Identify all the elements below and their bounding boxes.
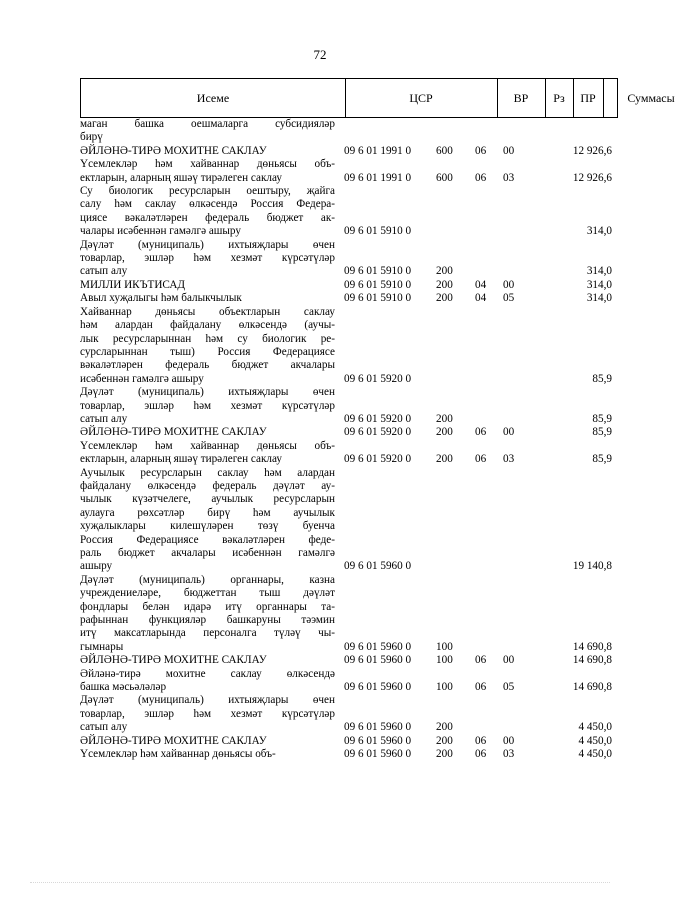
- row-name-line: ашыру: [80, 560, 113, 573]
- row-sum: 14 690,8: [572, 681, 612, 694]
- table-row: [80, 467, 620, 574]
- row-name-line: һәм алардан файдалану өлкәсендә (аучы-: [80, 319, 335, 332]
- row-name: [80, 467, 335, 574]
- row-csr: 09 6 01 5960 0: [344, 681, 412, 694]
- table-row: [80, 185, 620, 239]
- table-row: [80, 654, 620, 667]
- row-name-line: Әйләнә-тирә мохитне саклау өлкәсендә: [80, 667, 335, 680]
- row-pr: 00: [503, 144, 515, 157]
- page-number: 72: [313, 47, 327, 62]
- row-csr: 09 6 01 5920 0: [344, 426, 412, 439]
- row-name-line: Дәүләт (муниципаль) ихтыяҗлары өчен: [80, 238, 335, 251]
- row-name-line: Авыл хуҗалыгы һәм балыкчылык: [80, 292, 242, 305]
- row-sum: 85,9: [592, 426, 612, 439]
- row-name-line: исәбеннән гамәлгә ашыру: [80, 372, 204, 385]
- row-csr: 09 6 01 1991 0: [344, 171, 412, 184]
- table-row: [80, 145, 620, 158]
- table-row: [80, 694, 620, 734]
- row-name-line: лык ресурсларыннан һәм су биологик ре-: [80, 332, 335, 345]
- page-edge-artifact: [30, 882, 610, 885]
- row-rz: 04: [475, 292, 487, 305]
- row-pr: 00: [503, 654, 515, 667]
- row-csr: 09 6 01 5910 0: [344, 278, 412, 291]
- row-csr: 09 6 01 5960 0: [344, 654, 412, 667]
- row-name-line: Су биологик ресурсларын оештыру, җайга: [80, 185, 335, 198]
- row-name-line: ӘЙЛӘНӘ-ТИРӘ МОХИТНЕ САКЛАУ: [80, 144, 267, 157]
- row-pr: 03: [503, 748, 515, 761]
- row-name-line: циясе вәкаләтләрен федераль бюджет ак-: [80, 211, 335, 224]
- row-rz: 06: [475, 654, 487, 667]
- header-rz: Рз: [553, 91, 565, 105]
- header-name: Исеме: [196, 91, 230, 105]
- row-pr: 00: [503, 734, 515, 747]
- row-vr: 200: [436, 292, 453, 305]
- header-pr: ПР: [580, 91, 596, 105]
- table-row: [80, 118, 620, 145]
- row-name-line: Үсемлекләр һәм хайваннар дөньясы объ-: [80, 748, 276, 761]
- row-sum: 314,0: [586, 292, 612, 305]
- row-name-line: Дәүләт (муниципаль) органнары, казна: [80, 573, 335, 586]
- row-sum: 4 450,0: [578, 748, 612, 761]
- row-sum: 85,9: [592, 372, 612, 385]
- row-sum: 314,0: [586, 278, 612, 291]
- row-name-line: файдалану өлкәсендә федераль дәүләт ау-: [80, 479, 335, 492]
- row-name-line: ектларын, аларның яшәү тирәлеген саклау: [80, 171, 282, 184]
- table-row: [80, 306, 620, 386]
- table-row: [80, 158, 620, 185]
- row-name-line: МИЛЛИ ИКЪТИСАД: [80, 278, 186, 291]
- row-csr: 09 6 01 5910 0: [344, 225, 412, 238]
- row-name-line: ектларын, аларның яшәү тирәлеген саклау: [80, 453, 282, 466]
- row-name-line: маган башка оешмаларга субсидияләр: [80, 118, 335, 130]
- row-pr: 00: [503, 426, 515, 439]
- row-csr: 09 6 01 5920 0: [344, 412, 412, 425]
- row-vr: 200: [436, 265, 453, 278]
- row-name-line: фондлары белән идарә итү органнары та-: [80, 600, 335, 613]
- row-sum: 4 450,0: [578, 734, 612, 747]
- table-row: [80, 748, 620, 761]
- table-row: [80, 574, 620, 654]
- row-name-line: ӘЙЛӘНӘ-ТИРӘ МОХИТНЕ САКЛАУ: [80, 426, 267, 439]
- row-name-line: итү максатларында персоналга түләү чы-: [80, 627, 335, 640]
- row-name-line: гымнары: [80, 640, 124, 653]
- row-rz: 06: [475, 171, 487, 184]
- row-pr: 00: [503, 278, 515, 291]
- row-csr: 09 6 01 5960 0: [344, 721, 412, 734]
- row-name-line: Үсемлекләр һәм хайваннар дөньясы объ-: [80, 158, 335, 171]
- row-sum: 85,9: [592, 412, 612, 425]
- row-vr: 200: [436, 278, 453, 291]
- row-name-line: учреждениеләре, бюджеттан тыш дәүләт: [80, 587, 335, 600]
- table-row: [80, 386, 620, 426]
- row-vr: 200: [436, 426, 453, 439]
- row-sum: 14 690,8: [572, 640, 612, 653]
- row-name-line: хуҗалыклары килешүләрен төзү буенча: [80, 520, 335, 533]
- row-rz: 06: [475, 144, 487, 157]
- row-csr: 09 6 01 5920 0: [344, 453, 412, 466]
- row-csr: 09 6 01 5960 0: [344, 560, 412, 573]
- table-row: [80, 735, 620, 748]
- table-body: [80, 118, 620, 762]
- row-rz: 06: [475, 681, 487, 694]
- header-csr: ЦСР: [409, 91, 433, 105]
- row-vr: 600: [436, 144, 453, 157]
- row-name-line: аулауга рөхсәтләр бирү һәм аучылык: [80, 506, 335, 519]
- row-name-line: товарлар, эшләр һәм хезмәт күрсәтүләр: [80, 707, 335, 720]
- row-vr: 200: [436, 721, 453, 734]
- row-name-line: раль бюджет акчалары исәбеннән гамәлгә: [80, 547, 335, 559]
- header-vr: ВР: [513, 91, 529, 105]
- table-header: [80, 78, 675, 118]
- row-vr: 100: [436, 681, 453, 694]
- row-name-line: ӘЙЛӘНӘ-ТИРӘ МОХИТНЕ САКЛАУ: [80, 734, 267, 747]
- row-name-line: сатып алу: [80, 265, 128, 278]
- row-csr: 09 6 01 1991 0: [344, 144, 412, 157]
- row-csr: 09 6 01 5960 0: [344, 640, 412, 653]
- row-sum: 85,9: [592, 453, 612, 466]
- row-name-line: Россия Федерациясе вәкаләтләрен феде-: [80, 533, 335, 546]
- row-name-line: чылык күзәтчелеге, аучылык ресурсларын: [80, 493, 335, 506]
- table-row: [80, 279, 620, 292]
- row-name-line: сатып алу: [80, 412, 128, 425]
- row-pr: 03: [503, 453, 515, 466]
- row-vr: 100: [436, 640, 453, 653]
- row-name-line: ӘЙЛӘНӘ-ТИРӘ МОХИТНЕ САКЛАУ: [80, 654, 267, 667]
- row-name-line: сурсларыннан тыш) Россия Федерациясе: [80, 345, 335, 358]
- table-row: [80, 440, 620, 467]
- row-name-line: Аучылык ресурсларын саклау һәм алардан: [80, 466, 335, 479]
- row-name-line: Хайваннар дөньясы объектларын саклау: [80, 305, 335, 318]
- row-name-line: бирү: [80, 131, 103, 144]
- row-rz: 06: [475, 748, 487, 761]
- row-name-line: вәкаләтләрен федераль бюджет акчалары: [80, 359, 335, 372]
- table-row: [80, 239, 620, 279]
- row-vr: 200: [436, 748, 453, 761]
- row-pr: 05: [503, 292, 515, 305]
- row-csr: 09 6 01 5960 0: [344, 734, 412, 747]
- row-vr: 200: [436, 734, 453, 747]
- row-sum: 4 450,0: [578, 721, 612, 734]
- row-sum: 19 140,8: [572, 560, 612, 573]
- row-name-line: Үсемлекләр һәм хайваннар дөньясы объ-: [80, 439, 335, 452]
- row-sum: 12 926,6: [572, 171, 612, 184]
- row-csr: 09 6 01 5910 0: [344, 265, 412, 278]
- table-row: [80, 292, 620, 305]
- row-name-line: сатып алу: [80, 721, 128, 734]
- row-name-line: салу һәм саклау өлкәсендә Россия Федера-: [80, 198, 335, 211]
- row-name-line: чалары исәбеннән гамәлгә ашыру: [80, 225, 241, 238]
- row-sum: 12 926,6: [572, 144, 612, 157]
- row-csr: 09 6 01 5920 0: [344, 372, 412, 385]
- row-name-line: товарлар, эшләр һәм хезмәт күрсәтүләр: [80, 399, 335, 412]
- row-pr: 05: [503, 681, 515, 694]
- table-row: [80, 668, 620, 695]
- row-pr: 03: [503, 171, 515, 184]
- row-csr: 09 6 01 5960 0: [344, 748, 412, 761]
- table-row: [80, 426, 620, 439]
- row-name-line: башка мәсьәләләр: [80, 681, 167, 694]
- row-vr: 200: [436, 453, 453, 466]
- row-vr: 200: [436, 412, 453, 425]
- row-sum: 14 690,8: [572, 654, 612, 667]
- row-name-line: Дәүләт (муниципаль) ихтыяҗлары өчен: [80, 386, 335, 399]
- row-vr: 600: [436, 171, 453, 184]
- header-sum: Суммасы: [627, 91, 675, 105]
- row-rz: 06: [475, 453, 487, 466]
- row-name-line: товарлар, эшләр һәм хезмәт күрсәтүләр: [80, 252, 335, 265]
- row-name-line: рафыннан функцияләр башкаруны тәэмин: [80, 614, 335, 627]
- row-rz: 04: [475, 278, 487, 291]
- row-rz: 06: [475, 426, 487, 439]
- row-rz: 06: [475, 734, 487, 747]
- row-vr: 100: [436, 654, 453, 667]
- row-csr: 09 6 01 5910 0: [344, 292, 412, 305]
- row-name-line: Дәүләт (муниципаль) ихтыяҗлары өчен: [80, 694, 335, 707]
- row-sum: 314,0: [586, 265, 612, 278]
- row-sum: 314,0: [586, 225, 612, 238]
